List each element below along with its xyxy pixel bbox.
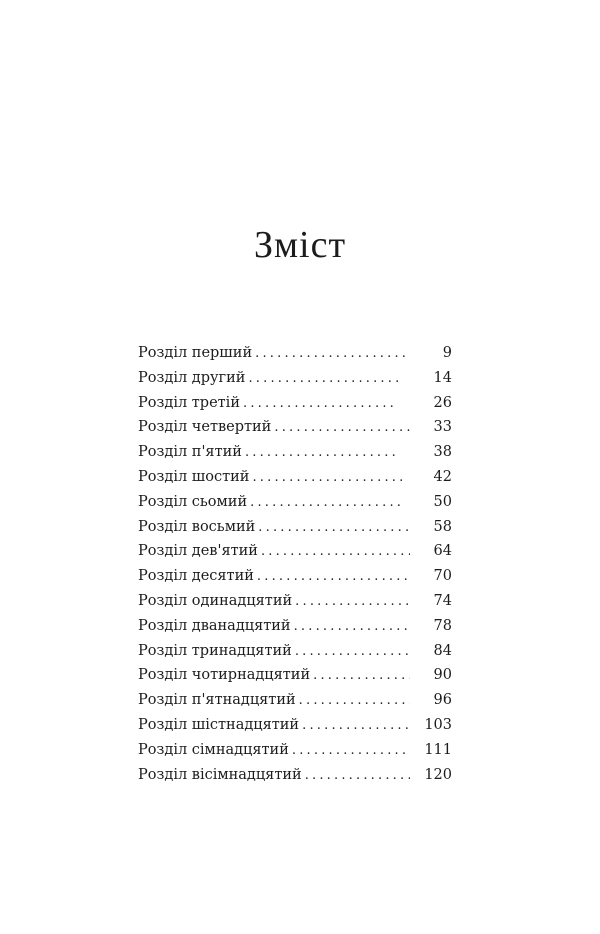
dot-leader bbox=[261, 540, 410, 565]
dot-leader bbox=[294, 615, 410, 640]
toc-entry-page-number: 33 bbox=[433, 419, 452, 436]
toc-entry[interactable] bbox=[138, 614, 452, 639]
table-of-contents bbox=[138, 341, 452, 787]
toc-entry-label: Розділ вісімнадцятий bbox=[138, 766, 302, 783]
toc-entry[interactable] bbox=[138, 415, 452, 440]
dot-leader bbox=[295, 640, 410, 665]
toc-entry-label: Розділ п'ятнадцятий bbox=[138, 692, 296, 709]
toc-entry-label: Розділ десятий bbox=[138, 568, 254, 585]
toc-entry-page-number: 78 bbox=[433, 617, 452, 634]
toc-entry[interactable] bbox=[138, 490, 452, 515]
toc-entry[interactable] bbox=[138, 564, 452, 589]
dot-leader bbox=[302, 714, 410, 739]
dot-leader bbox=[255, 342, 410, 367]
toc-entry[interactable] bbox=[138, 763, 452, 788]
toc-entry-page-number: 111 bbox=[424, 741, 452, 758]
toc-entry-label: Розділ дванадцятий bbox=[138, 617, 291, 634]
toc-entry-page-number: 70 bbox=[433, 568, 452, 585]
dot-leader bbox=[299, 689, 410, 714]
toc-entry[interactable] bbox=[138, 539, 452, 564]
toc-entry[interactable] bbox=[138, 738, 452, 763]
toc-entry[interactable] bbox=[138, 440, 452, 465]
toc-entry-label: Розділ перший bbox=[138, 345, 253, 361]
dot-leader bbox=[252, 466, 407, 491]
toc-entry-label: Розділ другий bbox=[138, 369, 246, 386]
toc-entry-page-number: 26 bbox=[433, 394, 452, 411]
toc-entry[interactable] bbox=[138, 639, 452, 664]
toc-entry-page-number: 120 bbox=[424, 766, 452, 783]
toc-entry-page-number: 74 bbox=[433, 592, 452, 609]
dot-leader bbox=[250, 491, 405, 516]
toc-entry[interactable] bbox=[138, 515, 452, 540]
toc-entry-label: Розділ тринадцятий bbox=[138, 642, 292, 659]
toc-entry-page-number: 50 bbox=[433, 493, 452, 510]
toc-entry-page-number: 14 bbox=[433, 369, 452, 386]
toc-entry[interactable] bbox=[138, 713, 452, 738]
dot-leader bbox=[295, 590, 410, 615]
toc-entry-page-number: 58 bbox=[433, 518, 452, 535]
toc-entry-page-number: 64 bbox=[433, 543, 452, 560]
toc-entry-label: Розділ чотирнадцятий bbox=[138, 667, 311, 684]
toc-entry-label: Розділ восьмий bbox=[138, 518, 256, 535]
toc-entry-page-number: 9 bbox=[442, 345, 452, 361]
toc-entry[interactable] bbox=[138, 391, 452, 416]
toc-entry-page-number: 42 bbox=[433, 468, 452, 485]
dot-leader bbox=[257, 565, 410, 590]
dot-leader bbox=[245, 441, 400, 466]
toc-entry-page-number: 103 bbox=[424, 716, 452, 733]
toc-entry-page-number: 90 bbox=[433, 667, 452, 684]
toc-entry-label: Розділ сьомий bbox=[138, 493, 248, 510]
toc-entry-page-number: 84 bbox=[433, 642, 452, 659]
toc-entry[interactable] bbox=[138, 663, 452, 688]
toc-entry[interactable] bbox=[138, 465, 452, 490]
toc-entry-label: Розділ сімнадцятий bbox=[138, 741, 289, 758]
toc-entry-label: Розділ четвертий bbox=[138, 419, 272, 436]
dot-leader bbox=[292, 739, 410, 764]
toc-entry-page-number: 96 bbox=[433, 692, 452, 709]
dot-leader bbox=[258, 516, 410, 541]
dot-leader bbox=[305, 764, 410, 789]
toc-entry-label: Розділ дев'ятий bbox=[138, 543, 258, 560]
dot-leader bbox=[274, 416, 410, 441]
toc-entry[interactable] bbox=[138, 589, 452, 614]
toc-entry-label: Розділ шостий bbox=[138, 468, 250, 485]
toc-entry-label: Розділ п'ятий bbox=[138, 444, 242, 461]
toc-entry-page-number: 38 bbox=[433, 444, 452, 461]
toc-entry[interactable] bbox=[138, 688, 452, 713]
dot-leader bbox=[248, 367, 403, 392]
dot-leader bbox=[313, 664, 410, 689]
dot-leader bbox=[243, 392, 398, 417]
toc-entry[interactable] bbox=[138, 366, 452, 391]
toc-entry-label: Розділ одинадцятий bbox=[138, 592, 293, 609]
page-title: Зміст bbox=[253, 224, 347, 266]
toc-entry-label: Розділ шістнадцятий bbox=[138, 716, 300, 733]
toc-entry[interactable] bbox=[138, 341, 452, 366]
toc-entry-label: Розділ третій bbox=[138, 394, 240, 411]
